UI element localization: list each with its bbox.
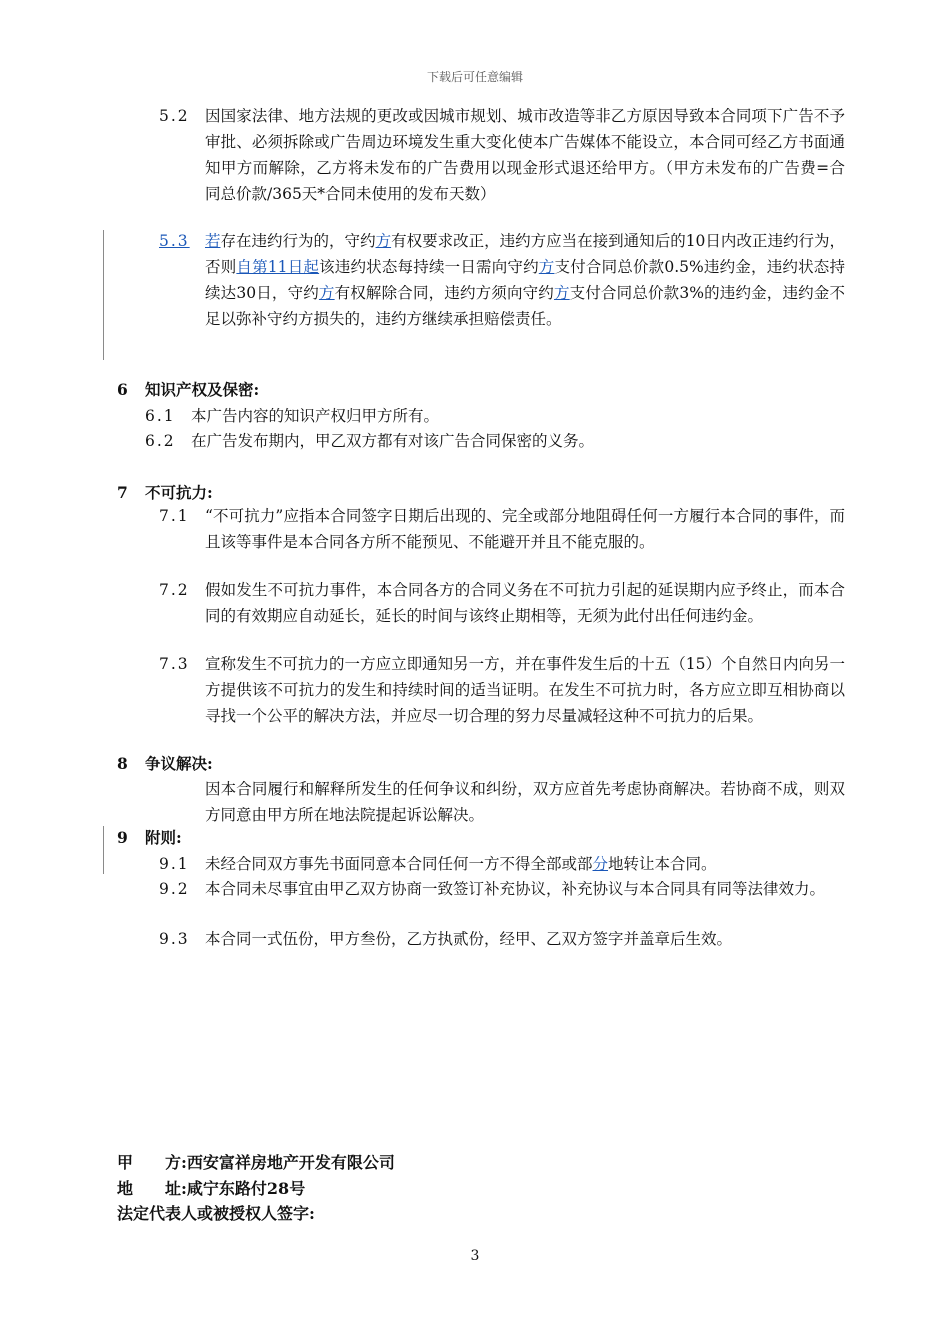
clause-5-3 xyxy=(159,228,849,358)
revised-text: 方 xyxy=(553,284,570,302)
text-run: 存在违约行为的，守约 xyxy=(220,232,376,250)
clause-number: 5.2 xyxy=(159,107,190,125)
address-value: 咸宁东路付28号 xyxy=(186,1179,306,1198)
clause-number: 5.3 xyxy=(159,232,190,250)
text-run: 支付合同总价款0.5%违约金，违约状态持续达30日，守约 xyxy=(205,258,845,302)
clause-7-1 xyxy=(159,503,849,581)
section-heading: 不可抗力: xyxy=(145,483,213,502)
clause-text: 假如发生不可抗力事件，本合同各方的合同义务在不可抗力引起的延误期内应予终止，而本合同的有效期应自动延长，延长的时间与该终止期相等，无须为此付出任何违约金。 xyxy=(205,581,845,625)
signature-address xyxy=(117,1176,305,1202)
clause-7-3 xyxy=(159,651,849,755)
clause-number: 9.3 xyxy=(159,930,190,948)
clause-text xyxy=(205,851,845,877)
clause-5-2 xyxy=(159,103,849,233)
representative-label: 法定代表人或被授权人签字: xyxy=(117,1204,315,1223)
section-number: 7 xyxy=(117,483,128,502)
revised-text: 若 xyxy=(205,232,221,250)
section-heading: 附则: xyxy=(145,828,182,847)
revised-text: 方 xyxy=(318,284,335,302)
signature-representative xyxy=(117,1201,315,1227)
clause-9-3 xyxy=(159,926,849,952)
clause-text: 在广告发布期内，甲乙双方都有对该广告合同保密的义务。 xyxy=(191,432,595,450)
section-8-text xyxy=(159,776,849,828)
clause-text: 本合同一式伍份，甲方叁份，乙方执贰份，经甲、乙双方签字并盖章后生效。 xyxy=(205,930,733,948)
page-header-note: 下载后可任意编辑 xyxy=(426,70,523,84)
section-number: 9 xyxy=(117,828,128,847)
clause-text: 因国家法律、地方法规的更改或因城市规划、城市改造等非乙方原因导致本合同项下广告不予审批、必须拆除或广告周边环境发生重大变化使本广告媒体不能设立，本合同可经乙方书面通知甲方而解除，乙方将未发布的广告费用以现金形式退还给甲方。（甲方未发布的广告费=合同总价款/365天*合同未使用的发布天数） xyxy=(205,107,845,203)
clause-6-2 xyxy=(145,428,845,454)
revision-change-bar xyxy=(103,230,104,360)
clause-text xyxy=(205,228,845,332)
clause-6-1 xyxy=(145,403,845,429)
text-run: 地转让本合同。 xyxy=(608,855,717,873)
clause-text: 本合同未尽事宜由甲乙双方协商一致签订补充协议，补充协议与本合同具有同等法律效力。 xyxy=(205,880,826,898)
clause-9-1 xyxy=(159,851,849,877)
text-run: 未经合同双方事先书面同意本合同任何一方不得全部或部 xyxy=(205,855,593,873)
clause-9-2 xyxy=(159,876,849,928)
revision-change-bar xyxy=(103,826,104,874)
section-8-title xyxy=(117,751,213,777)
text-run: 支付合同总价款3%的违约金，违约金不足以弥补守约方损失的，违约方继续承担赔偿责任。 xyxy=(205,284,845,328)
section-9-title xyxy=(117,825,182,851)
clause-number: 6.1 xyxy=(145,407,176,425)
clause-number: 9.1 xyxy=(159,855,190,873)
clause-7-2 xyxy=(159,577,849,655)
clause-number: 7.1 xyxy=(159,507,190,525)
section-number: 8 xyxy=(117,754,128,773)
clause-text: 宣称发生不可抗力的一方应立即通知另一方，并在事件发生后的十五（15）个自然日内向另一方提供该不可抗力的发生和持续时间的适当证明。在发生不可抗力时，各方应立即互相协商以寻找一个公平的解决方法，并应尽一切合理的努力尽量减轻这种不可抗力的后果。 xyxy=(205,655,845,725)
clause-number: 9.2 xyxy=(159,880,190,898)
clause-number: 6.2 xyxy=(145,432,176,450)
clause-text: 因本合同履行和解释所发生的任何争议和纠纷，双方应首先考虑协商解决。若协商不成，则双方同意由甲方所在地法院提起诉讼解决。 xyxy=(205,780,845,824)
text-run: 有权解除合同，违约方须向守约 xyxy=(334,284,554,302)
section-heading: 知识产权及保密: xyxy=(145,380,260,399)
clause-number: 7.2 xyxy=(159,581,190,599)
clause-text: 本广告内容的知识产权归甲方所有。 xyxy=(191,407,440,425)
revised-text: 方 xyxy=(538,258,555,276)
revised-text: 自第11日起 xyxy=(236,258,320,276)
revised-text: 方 xyxy=(375,232,392,250)
section-heading: 争议解决: xyxy=(145,754,213,773)
text-run: 有权要求改正，违约方应当在接到通知后的10日内改正违约行为，否则 xyxy=(205,232,845,276)
section-6-title xyxy=(117,377,259,403)
revised-text: 分 xyxy=(592,855,609,873)
clause-text: “不可抗力”应指本合同签字日期后出现的、完全或部分地阻碍任何一方履行本合同的事件，而且该等事件是本合同各方所不能预见、不能避开并且不能克服的。 xyxy=(205,507,845,551)
section-number: 6 xyxy=(117,380,128,399)
signature-party-a xyxy=(117,1150,395,1176)
clause-number: 7.3 xyxy=(159,655,190,673)
page-number: 3 xyxy=(470,1248,480,1264)
text-run: 该违约状态每持续一日需向守约 xyxy=(319,258,539,276)
party-value: 西安富祥房地产开发有限公司 xyxy=(186,1153,395,1172)
party-label: 甲 方: xyxy=(117,1153,187,1172)
address-label: 地 址: xyxy=(117,1179,187,1198)
